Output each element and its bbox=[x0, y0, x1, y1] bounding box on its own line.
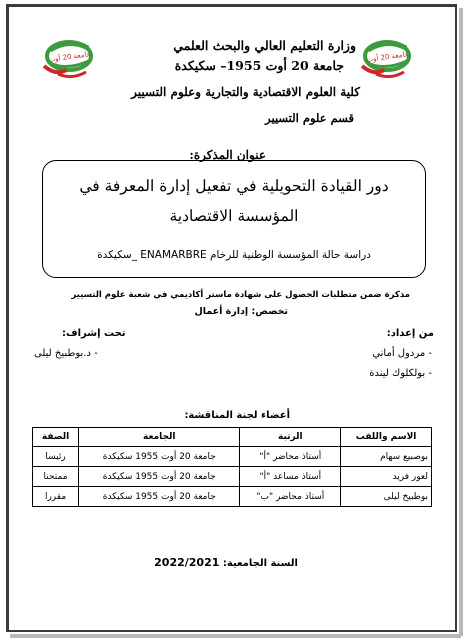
specialty-line: تخصص: إدارة أعمال bbox=[194, 306, 288, 317]
jury-title: أعضاء لجنة المناقشة: bbox=[184, 410, 290, 421]
academic-year-label: السنة الجامعية: bbox=[222, 558, 298, 569]
academic-year bbox=[154, 556, 298, 569]
svg-text:جامعة 20 أوت: جامعة 20 أوت bbox=[366, 50, 410, 64]
member-rank: أستاذ مساعد "أ" bbox=[240, 467, 341, 487]
table-header-row bbox=[33, 428, 432, 447]
supervision-label: تحت إشراف: bbox=[62, 328, 126, 339]
svg-text:جامعة 20 أوت: جامعة 20 أوت bbox=[48, 50, 92, 64]
university-logo-right bbox=[352, 36, 422, 84]
memo-title-label: عنوان المذكرة: bbox=[189, 148, 266, 162]
student-name: - مردول أماني bbox=[372, 348, 432, 359]
member-role: ممتحنا bbox=[33, 467, 79, 487]
member-university: جامعة 20 أوت 1955 سكيكدة bbox=[79, 467, 240, 487]
page-shadow-right bbox=[459, 8, 463, 636]
member-university: جامعة 20 أوت 1955 سكيكدة bbox=[79, 447, 240, 467]
member-university: جامعة 20 أوت 1955 سكيكدة bbox=[79, 487, 240, 507]
table-row bbox=[33, 487, 432, 507]
member-rank: أستاذ محاضر "أ" bbox=[240, 447, 341, 467]
academic-year-value: 2022/2021 bbox=[154, 556, 220, 569]
department-name: قسم علوم التسيير bbox=[265, 111, 354, 125]
column-header: الصفة bbox=[33, 428, 79, 447]
degree-requirement-note: مذكرة ضمن متطلبات الحصول على شهادة ماستر أكاديمي في شعبة علوم التسيير bbox=[71, 290, 410, 300]
column-header: الجامعة bbox=[79, 428, 240, 447]
case-study-subtitle: دراسة حالة المؤسسة الوطنية للرخام ENAMARBRE _سكيكدة bbox=[97, 249, 371, 261]
ministry-name: وزارة التعليم العالي والبحث العلمي bbox=[173, 38, 356, 53]
student-name: - بولكلوك ليندة bbox=[369, 368, 432, 379]
column-header: الرتبة bbox=[240, 428, 341, 447]
thesis-title: دور القيادة التحويلية في تفعيل إدارة المعرفة في المؤسسة الاقتصادية bbox=[79, 177, 389, 225]
university-logo-left bbox=[36, 36, 106, 84]
member-name: بوطبيخ ليلى bbox=[341, 487, 432, 507]
university-name: جامعة 20 أوت 1955– سكيكدة bbox=[174, 58, 344, 73]
jury-table bbox=[32, 427, 432, 507]
member-role: مقررا bbox=[33, 487, 79, 507]
member-role: رئيسا bbox=[33, 447, 79, 467]
thesis-title-box bbox=[42, 160, 426, 278]
page-shadow-bottom bbox=[10, 634, 461, 638]
table-row bbox=[33, 447, 432, 467]
faculty-name: كلية العلوم الاقتصادية والتجارية وعلوم التسيير bbox=[131, 85, 360, 99]
table-row bbox=[33, 467, 432, 487]
column-header: الاسم واللقب bbox=[341, 428, 432, 447]
member-name: لعور فريد bbox=[341, 467, 432, 487]
member-name: بوصبيع سهام bbox=[341, 447, 432, 467]
supervisor-name: - د.بوطبيخ ليلى bbox=[34, 348, 98, 359]
member-rank: أستاذ محاضر "ب" bbox=[240, 487, 341, 507]
prepared-by-label: من إعداد: bbox=[386, 328, 434, 339]
